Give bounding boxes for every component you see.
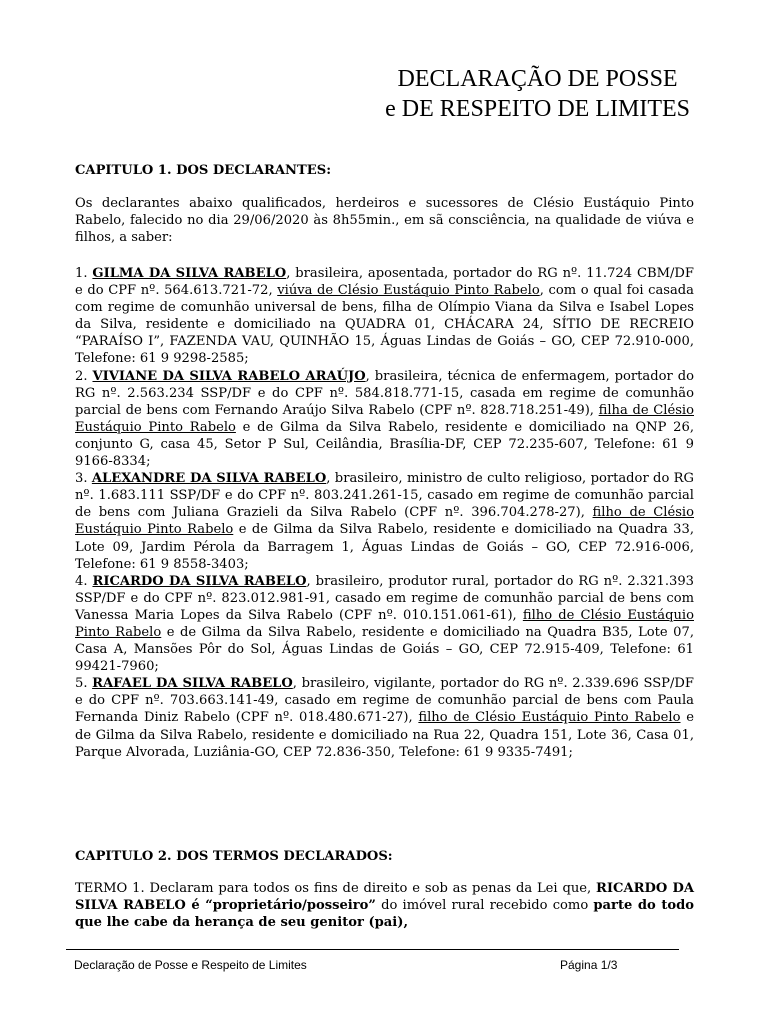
chapter-1-heading: CAPITULO 1. DOS DECLARANTES: [75, 163, 332, 178]
declarant-name: ALEXANDRE DA SILVA RABELO [91, 471, 327, 487]
declarant-relation: filho de Clésio Eustáquio Pinto Rabelo [418, 710, 681, 726]
footer-page-number: Página 1/3 [560, 958, 618, 972]
intro-paragraph: Os declarantes abaixo qualificados, herdeiros e sucessores de Clésio Eustáquio Pinto Rabelo, falecido no dia 29/06/2020 às 8h55min., em sã consciência, na qualidade de viúva e filhos, a saber: [75, 196, 694, 246]
declarant-5: 5. RAFAEL DA SILVA RABELO, brasileiro, vigilante, portador do RG nº. 2.339.696 SSP/DF e do CPF nº. 703.663.141-49, casado em regime de comunhão parcial de bens com Paula Fernanda Diniz Rabelo (CPF nº. 018.480.671-27), filho de Clésio Eustáquio Pinto Rabelo e de Gilma da Silva Rabelo, residente e domiciliado na Rua 22, Quadra 151, Lote 36, Casa 01, Parque Alvorada, Luziânia-GO, CEP 72.836-350, Telefone: 61 9 9335-7491; [75, 676, 694, 760]
declarant-3: 3. ALEXANDRE DA SILVA RABELO, brasileiro, ministro de culto religioso, portador do RG nº. 1.683.111 SSP/DF e do CPF nº. 803.241.261-15, casado em regime de comunhão parcial de bens com Juliana Grazieli da Silva Rabelo (CPF nº. 396.704.278-27), filho de Clésio Eustáquio Pinto Rabelo e de Gilma da Silva Rabelo, residente e domiciliado na Quadra 33, Lote 09, Jardim Pérola da Barragem 1, Águas Lindas de Goiás – GO, CEP 72.916-006, Telefone: 61 9 8558-3403; [75, 471, 695, 572]
title-line-2: e DE RESPEITO DE LIMITES [385, 96, 690, 122]
declarant-relation: viúva de Clésio Eustáquio Pinto Rabelo [277, 283, 540, 299]
footer-divider [66, 949, 679, 950]
document-title [385, 64, 690, 124]
declarant-name: GILMA DA SILVA RABELO [92, 266, 287, 281]
chapter-2-heading: CAPITULO 2. DOS TERMOS DECLARADOS: [75, 849, 393, 864]
footer-title: Declaração de Posse e Respeito de Limites [74, 958, 307, 972]
declarant-2: 2. VIVIANE DA SILVA RABELO ARAÚJO, brasileira, técnica de enfermagem, portador do RG nº. 2.563.234 SSP/DF e do CPF nº. 584.818.771-15, casada em regime de comunhão parcial de bens com Fernando Araújo Silva Rabelo (CPF nº. 828.718.251-49), filha de Clésio Eustáquio Pinto Rabelo e de Gilma da Silva Rabelo, residente e domiciliado na QNP 26, conjunto G, casa 45, Setor P Sul, Ceilândia, Brasília-DF, CEP 72.235-607, Telefone: 61 9 9166-8334; [75, 368, 694, 470]
chapter-2-body [75, 880, 694, 931]
declarant-name: VIVIANE DA SILVA RABELO ARAÚJO [92, 368, 366, 384]
chapter-1-intro [75, 195, 694, 246]
declarants-list [75, 265, 694, 761]
term-1-paragraph: TERMO 1. Declaram para todos os fins de direito e sob as penas da Lei que, RICARDO DA SILVA RABELO é “proprietário/posseiro” do imóvel rural recebido como parte do todo que lhe cabe da herança de seu genitor (pai), [75, 881, 694, 931]
declarant-relation: filha de Clésio Eustáquio Pinto Rabelo [75, 402, 694, 435]
declarant-name: RICARDO DA SILVA RABELO [92, 573, 307, 589]
title-line-1: DECLARAÇÃO DE POSSE [397, 66, 678, 92]
declarant-relation: filho de Clésio Eustáquio Pinto Rabelo [75, 607, 694, 640]
declarant-name: RAFAEL DA SILVA RABELO [92, 676, 293, 692]
declarant-1: 1. GILMA DA SILVA RABELO, brasileira, aposentada, portador do RG nº. 11.724 CBM/DF e do CPF nº. 564.613.721-72, viúva de Clésio Eustáquio Pinto Rabelo, com o qual foi casada com regime de comunhão universal de bens, filha de Olímpio Viana da Silva e Isabel Lopes da Silva, residente e domiciliado na QUADRA 01, CHÁCARA 24, SÍTIO DE RECREIO “PARAÍSO I”, FAZENDA VAU, QUINHÃO 15, Águas Lindas de Goiás – GO, CEP 72.910-000, Telefone: 61 9 9298-2585; [75, 266, 695, 367]
declarant-4: 4. RICARDO DA SILVA RABELO, brasileiro, produtor rural, portador do RG nº. 2.321.393 SSP/DF e do CPF nº. 823.012.981-91, casado em regime de comunhão parcial de bens com Vanessa Maria Lopes da Silva Rabelo (CPF nº. 010.151.061-61), filho de Clésio Eustáquio Pinto Rabelo e de Gilma da Silva Rabelo, residente e domiciliado na Quadra B35, Lote 07, Casa A, Mansões Pôr do Sol, Águas Lindas de Goiás – GO, CEP 72.915-409, Telefone: 61 99421-7960; [75, 573, 695, 675]
declarant-relation: filho de Clésio Eustáquio Pinto Rabelo [75, 505, 694, 538]
